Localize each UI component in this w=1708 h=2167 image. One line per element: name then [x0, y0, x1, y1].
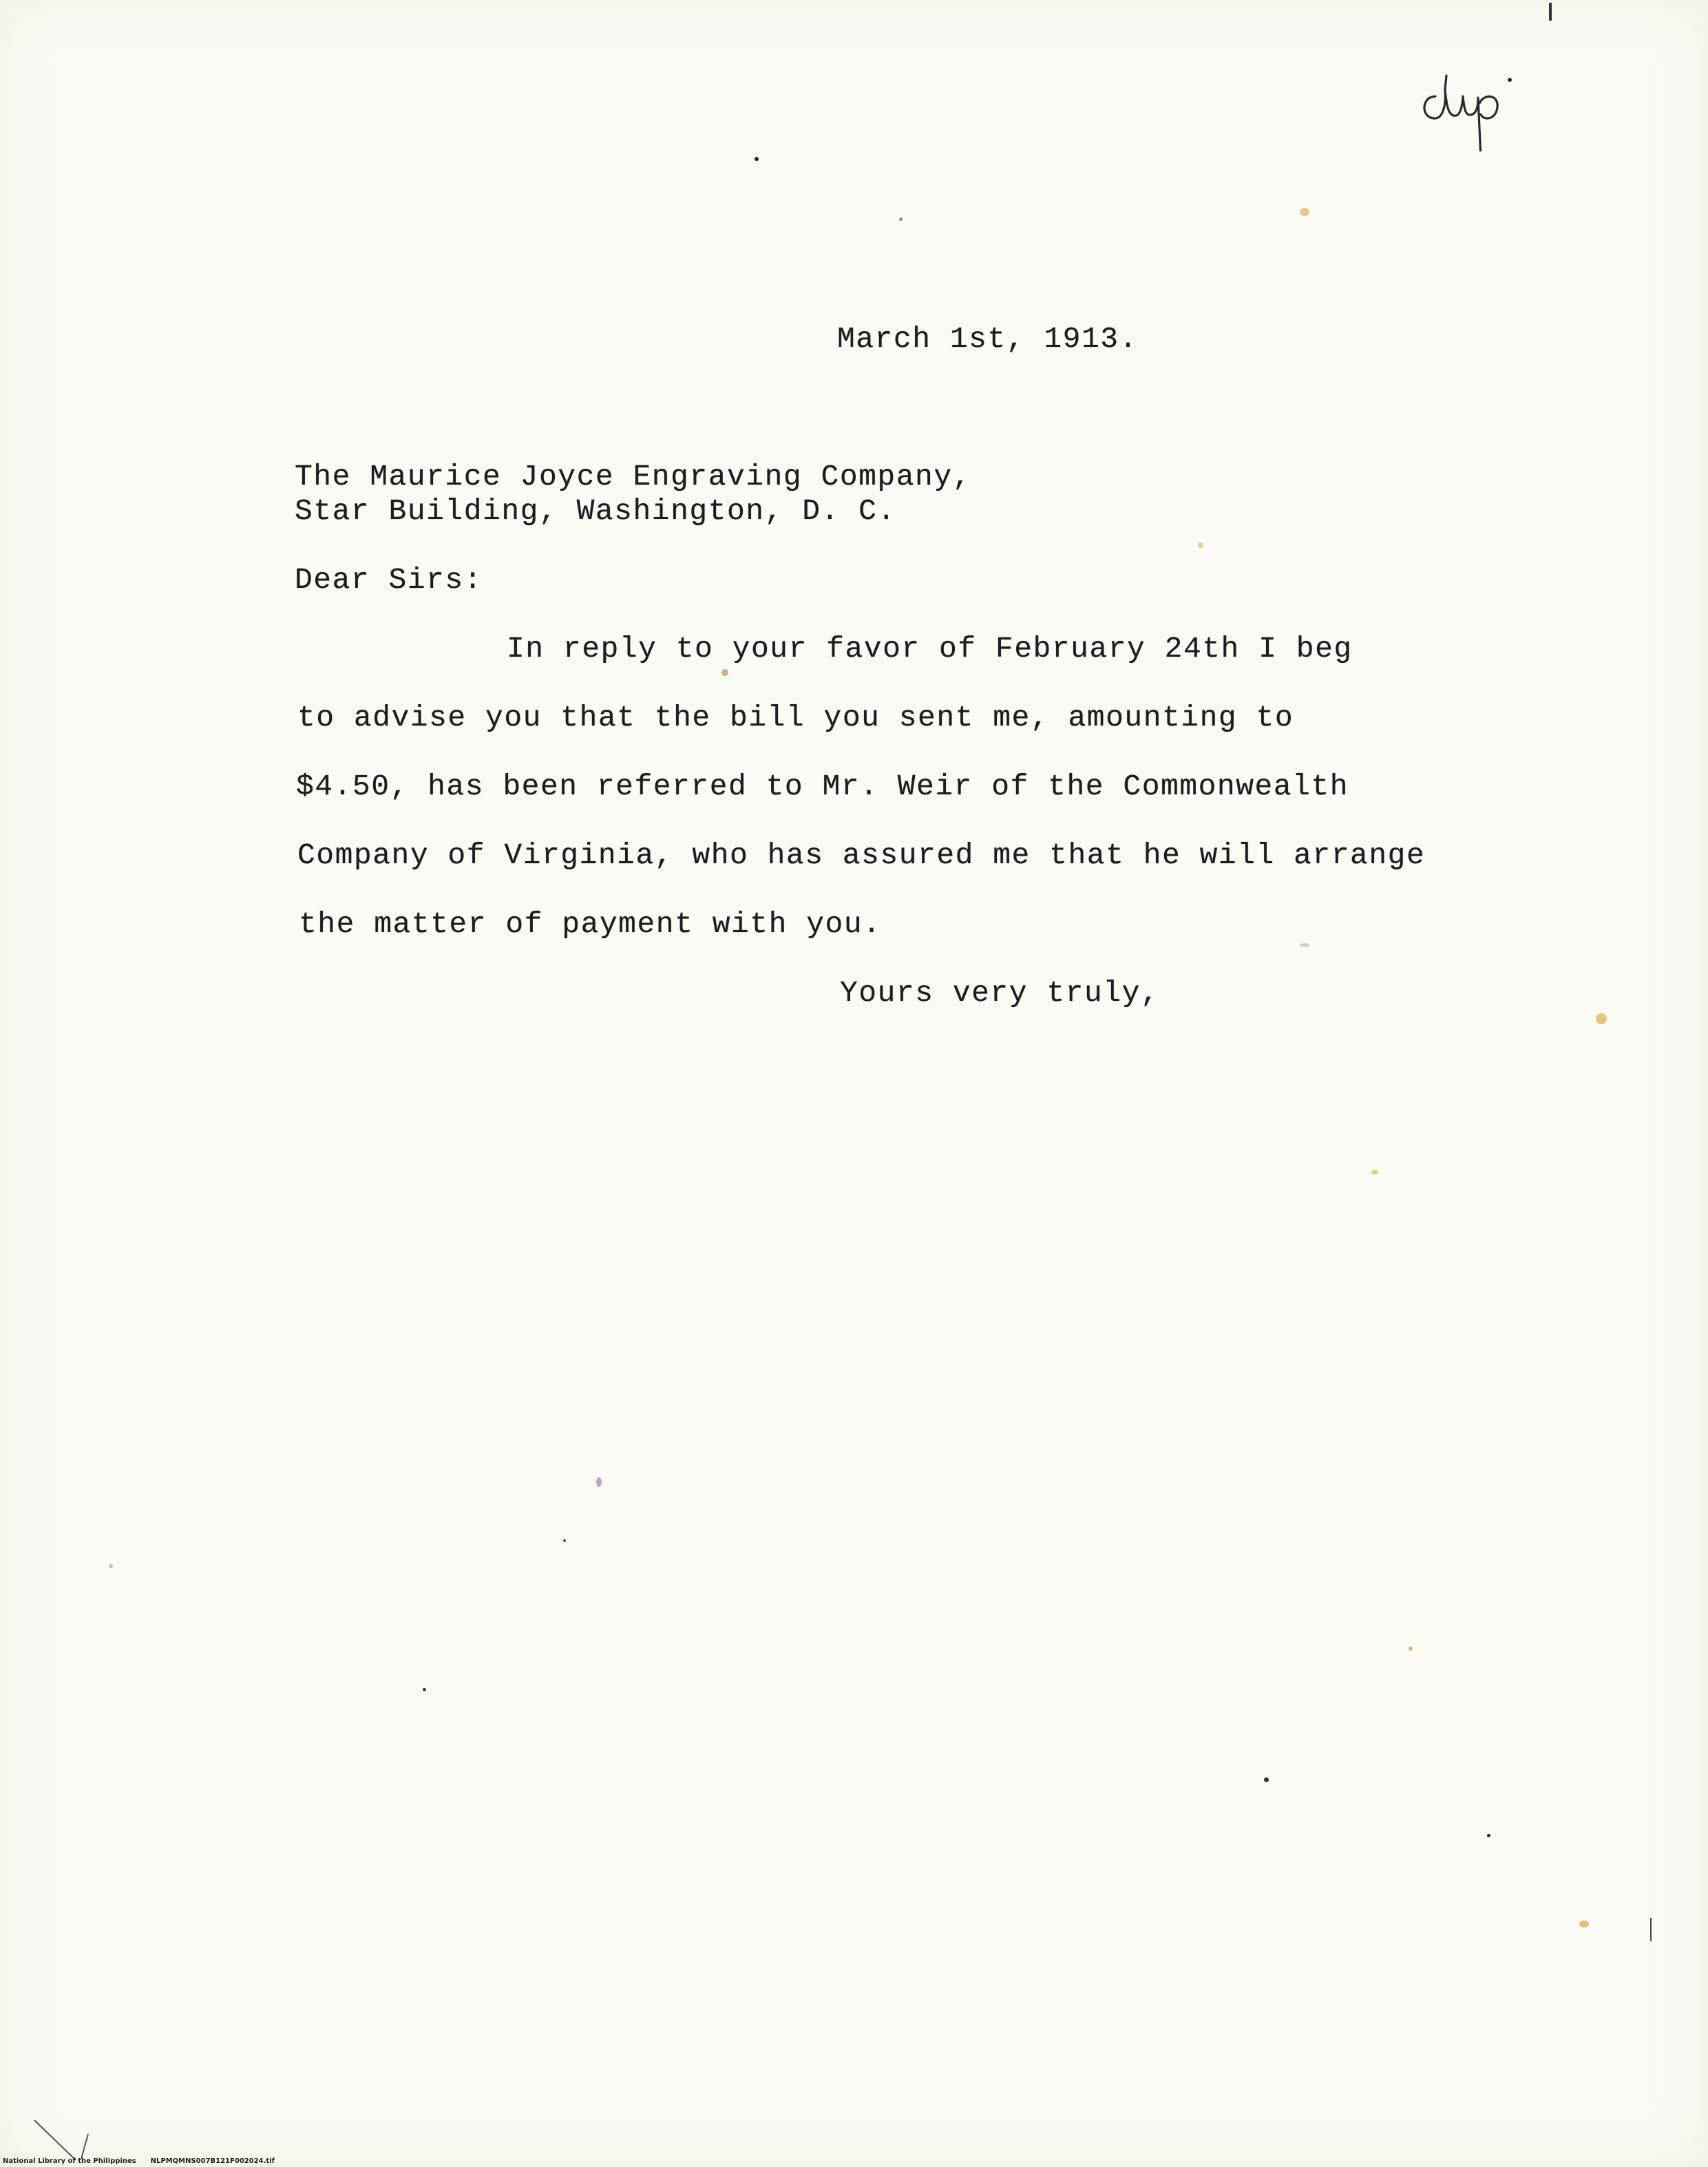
- body-line: In reply to your favor of February 24th I beg: [507, 632, 1353, 666]
- paper-speck: [109, 1564, 113, 1568]
- footer-filename: NLPMQMNS007B121F002024.tif: [150, 2157, 275, 2165]
- footer-library: National Library of the Philippines: [3, 2157, 136, 2165]
- letter-date: March 1st, 1913.: [837, 322, 1138, 356]
- paper-speck: [899, 218, 903, 221]
- recipient-address: Star Building, Washington, D. C.: [295, 494, 896, 528]
- body-line: to advise you that the bill you sent me, amounting to: [297, 701, 1294, 734]
- scan-mark: [28, 2113, 96, 2161]
- paper-speck: [1300, 943, 1309, 947]
- paper-speck: [1579, 1921, 1589, 1927]
- paper-speck: [721, 669, 728, 676]
- scan-mark: [1645, 1918, 1659, 1945]
- letter-salutation: Dear Sirs:: [295, 563, 483, 597]
- paper-speck: [1300, 208, 1309, 216]
- paper-speck: [1409, 1647, 1413, 1651]
- paper-speck: [1596, 1013, 1607, 1024]
- body-line: Company of Virginia, who has assured me that he will arrange: [297, 838, 1426, 872]
- paper-speck: [755, 157, 759, 161]
- paper-speck: [1371, 1170, 1378, 1174]
- paper-speck: [1487, 1834, 1490, 1837]
- body-line: the matter of payment with you.: [299, 907, 882, 941]
- recipient-name: The Maurice Joyce Engraving Company,: [295, 460, 971, 494]
- body-line: $4.50, has been referred to Mr. Weir of the Commonwealth: [296, 770, 1349, 803]
- paper-speck: [596, 1477, 602, 1487]
- handwritten-note: [1415, 48, 1532, 151]
- scan-mark: [1542, 0, 1563, 28]
- paper-speck: [1198, 542, 1203, 548]
- paper-speck: [423, 1688, 426, 1691]
- archive-footer: [3, 2157, 275, 2165]
- paper-speck: [563, 1539, 566, 1542]
- letter-closing: Yours very truly,: [840, 976, 1160, 1010]
- paper-speck: [1264, 1777, 1269, 1782]
